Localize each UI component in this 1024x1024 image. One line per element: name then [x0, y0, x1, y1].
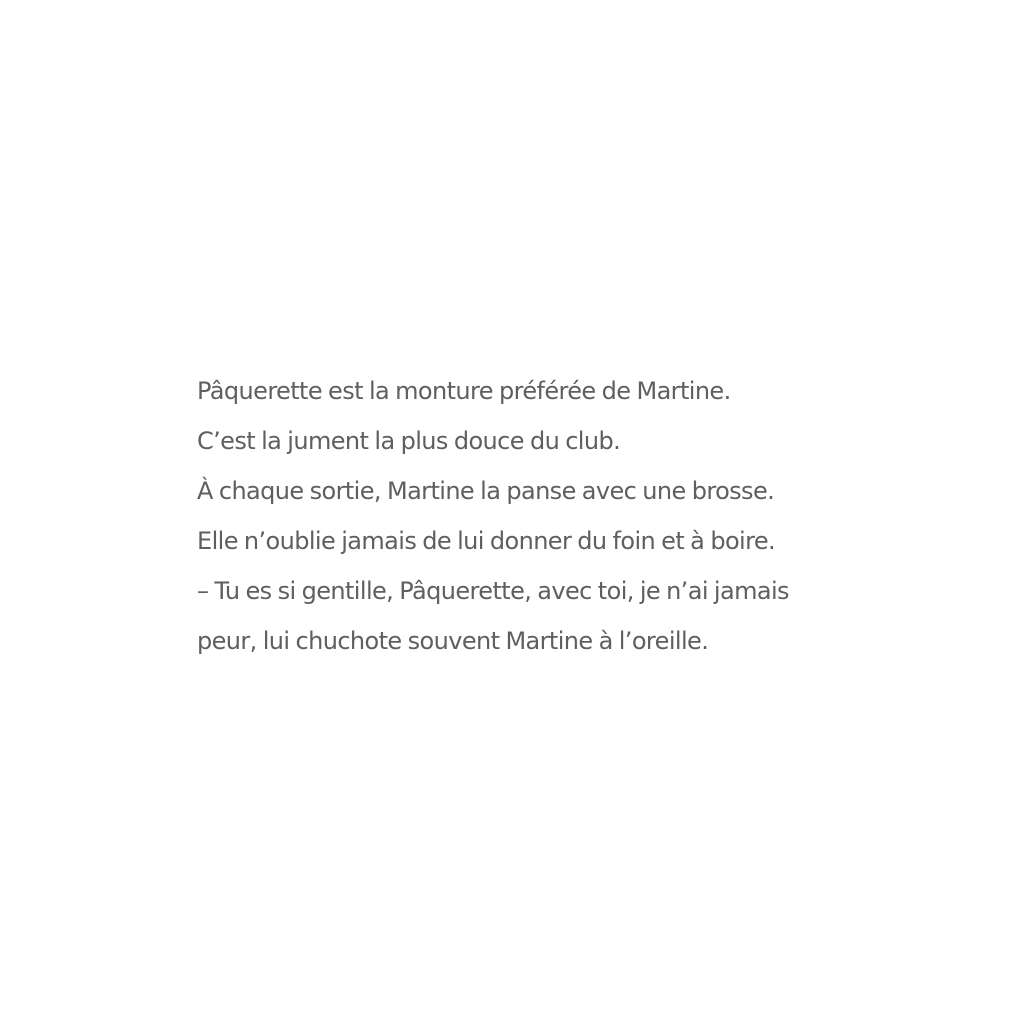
story-line-2: C’est la jument la plus douce du club. — [197, 427, 621, 455]
story-line-5: – Tu es si gentille, Pâquerette, avec toi, je n’ai jamais — [197, 577, 789, 605]
story-line-6: peur, lui chuchote souvent Martine à l’oreille. — [197, 627, 709, 655]
story-line-4: Elle n’oublie jamais de lui donner du foin et à boire. — [197, 527, 776, 555]
story-paragraph — [197, 366, 897, 666]
story-line-1: Pâquerette est la monture préférée de Martine. — [197, 377, 731, 405]
story-line-3: À chaque sortie, Martine la panse avec une brosse. — [197, 477, 775, 505]
